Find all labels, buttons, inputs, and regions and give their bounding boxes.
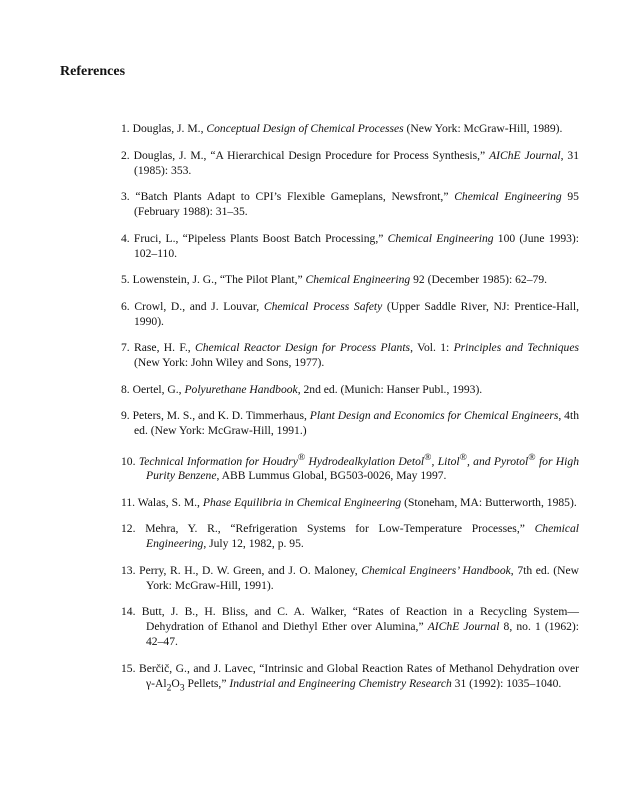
reference-authors: Oertel, G.,: [132, 382, 185, 396]
reference-item-4: [121, 231, 579, 261]
reference-details: , 2nd ed. (Munich: Hanser Publ., 1993).: [297, 382, 483, 396]
reference-item-7: [121, 340, 579, 370]
reference-number: 5.: [121, 273, 130, 286]
reference-item-14: [121, 604, 579, 649]
reference-authors: Perry, R. H., D. W. Green, and J. O. Maloney,: [139, 563, 362, 577]
reference-title-part: , and Pyrotol: [466, 454, 529, 468]
registered-mark: ®: [528, 451, 536, 463]
registered-mark: ®: [297, 451, 306, 463]
reference-details: 8, no. 1 (1962): 42–47.: [146, 620, 579, 649]
reference-title: Chemical Engineering: [454, 190, 562, 203]
reference-item-5: [121, 272, 579, 287]
reference-volume: , Vol. 1:: [410, 341, 454, 354]
reference-details: 95 (February 1988): 31–35.: [134, 190, 579, 218]
reference-details: 100 (June 1993): 102–110.: [134, 231, 579, 260]
reference-number: 1.: [121, 122, 130, 135]
reference-details: , 4th ed. (New York: McGraw-Hill, 1991.): [134, 409, 579, 437]
reference-title: Chemical Engineering: [305, 273, 411, 286]
reference-number: 6.: [121, 299, 130, 313]
reference-number: 13.: [121, 563, 136, 577]
subscript: 2: [166, 682, 172, 694]
page-heading: References: [60, 64, 126, 79]
reference-authors: Berčič, G., and J. Lavec, “Intrinsic and Global Reaction Rates of Methanol Dehydration over γ-Al: [139, 661, 579, 690]
formula-part: O: [171, 676, 180, 690]
reference-details: (New York: McGraw-Hill, 1989).: [403, 122, 563, 135]
reference-title: Chemical Reactor Design for Process Plants: [195, 341, 411, 354]
reference-authors: Mehra, Y. R., “Refrigeration Systems for Low-Temperature Processes,”: [145, 522, 535, 536]
reference-number: 9.: [121, 409, 130, 422]
reference-number: 2.: [121, 148, 130, 162]
registered-mark: ®: [424, 451, 432, 463]
reference-item-2: [121, 148, 579, 178]
reference-authors: Peters, M. S., and K. D. Timmerhaus,: [132, 409, 310, 422]
reference-number: 7.: [121, 341, 130, 354]
reference-details: , July 12, 1982, p. 95.: [203, 537, 304, 551]
reference-number: 14.: [121, 605, 136, 619]
reference-title: Chemical Engineering: [146, 522, 579, 551]
reference-authors: Crowl, D., and J. Louvar,: [134, 299, 264, 313]
reference-details: (Upper Saddle River, NJ: Prentice-Hall, 1990).: [134, 299, 579, 328]
reference-authors: Douglas, J. M., “A Hierarchical Design Procedure for Process Synthesis,”: [133, 148, 490, 162]
reference-details: (Stoneham, MA: Butterworth, 1985).: [401, 495, 577, 509]
subscript: 3: [179, 682, 185, 694]
reference-item-3: [121, 189, 579, 219]
reference-authors: Douglas, J. M.,: [132, 122, 207, 135]
reference-authors: “Batch Plants Adapt to CPI’s Flexible Gameplans, Newsfront,”: [135, 190, 455, 203]
reference-title: Conceptual Design of Chemical Processes: [206, 122, 404, 135]
reference-title-end: Pellets,”: [184, 676, 230, 690]
reference-number: 3.: [121, 190, 130, 203]
reference-number: 4.: [121, 231, 130, 245]
reference-list: [121, 121, 579, 695]
reference-item-15: [121, 661, 579, 695]
reference-item-8: [121, 382, 579, 397]
reference-authors: Walas, S. M.,: [137, 495, 203, 509]
reference-title-part: , Litol: [431, 454, 460, 468]
reference-details: 92 (December 1985): 62–79.: [410, 273, 548, 286]
reference-details: 31 (1992): 1035–1040.: [451, 676, 562, 690]
reference-item-13: [121, 563, 579, 593]
reference-number: 10.: [121, 454, 136, 468]
reference-authors: Fruci, L., “Pipeless Plants Boost Batch Processing,”: [133, 231, 388, 245]
reference-title: AIChE Journal: [427, 620, 500, 634]
reference-item-12: [121, 521, 579, 551]
reference-title: Polyurethane Handbook: [184, 382, 298, 396]
reference-details: , 31 (1985): 353.: [134, 148, 579, 177]
reference-number: 11.: [121, 495, 136, 509]
reference-title: Phase Equilibria in Chemical Engineering: [202, 495, 402, 509]
reference-item-6: [121, 299, 579, 329]
reference-title: Technical Information for Houdry: [138, 454, 298, 468]
reference-title: Chemical Process Safety: [263, 299, 383, 313]
reference-title-part: for High Purity Benzene: [146, 454, 579, 483]
registered-mark: ®: [459, 451, 467, 463]
reference-title: Chemical Engineers’ Handbook: [361, 563, 511, 577]
reference-item-1: [121, 121, 579, 136]
reference-item-11: [121, 495, 579, 510]
reference-number: 15.: [121, 661, 136, 675]
reference-item-10: [121, 450, 579, 484]
reference-authors: Rase, H. F.,: [134, 341, 196, 354]
reference-title: AIChE Journal: [489, 148, 561, 162]
reference-title: Chemical Engineering: [387, 231, 494, 245]
reference-details: , 7th ed. (New York: McGraw-Hill, 1991).: [146, 563, 579, 592]
reference-number: 12.: [121, 522, 136, 536]
reference-authors: Lowenstein, J. G., “The Pilot Plant,”: [132, 273, 306, 286]
reference-title-part: Hydrodealkylation Detol: [305, 454, 425, 468]
reference-details: , ABB Lummus Global, BG503-0026, May 1997.: [216, 469, 447, 483]
reference-item-9: [121, 408, 579, 438]
reference-authors: Butt, J. B., H. Bliss, and C. A. Walker, “Rates of Reaction in a Recycling System—Dehydration of Ethanol and Diethyl Ether over Alumina,”: [141, 605, 579, 634]
reference-details: (New York: John Wiley and Sons, 1977).: [134, 356, 325, 369]
reference-title: Plant Design and Economics for Chemical Engineers: [309, 409, 559, 422]
reference-number: 8.: [121, 382, 130, 396]
reference-journal: Industrial and Engineering Chemistry Research: [229, 676, 452, 690]
reference-subtitle: Principles and Techniques: [453, 341, 579, 354]
